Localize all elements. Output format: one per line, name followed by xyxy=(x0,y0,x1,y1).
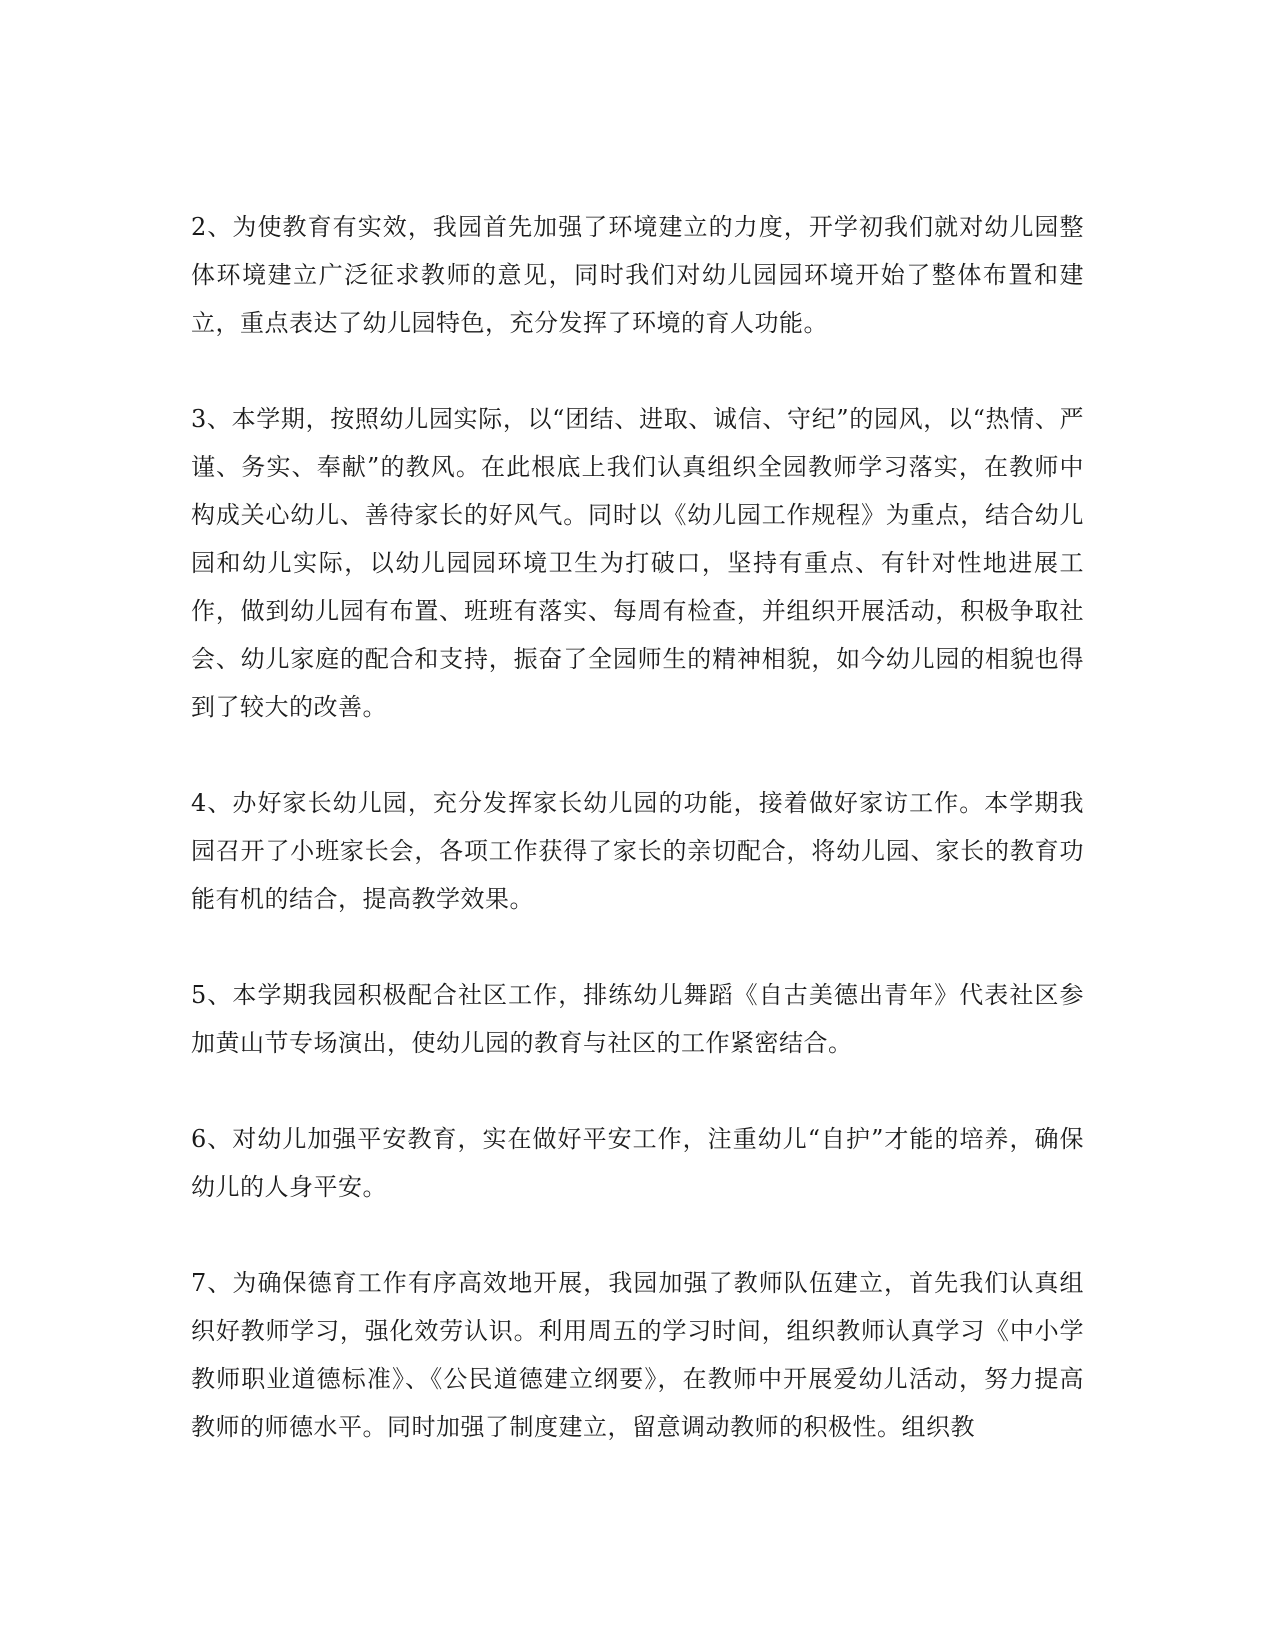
paragraph-item-3: 3、本学期，按照幼儿园实际，以“团结、进取、诚信、守纪”的园风，以“热情、严谨、务实、奉献”的教风。在此根底上我们认真组织全园教师学习落实，在教师中构成关心幼儿、善待家长的好风气。同时以《幼儿园工作规程》为重点，结合幼儿园和幼儿实际，以幼儿园园环境卫生为打破口，坚持有重点、有针对性地进展工作，做到幼儿园有布置、班班有落实、每周有检查，并组织开展活动，积极争取社会、幼儿家庭的配合和支持，振奋了全园师生的精神相貌，如今幼儿园的相貌也得到了较大的改善。 xyxy=(191,405,1084,721)
paragraph-item-5: 5、本学期我园积极配合社区工作，排练幼儿舞蹈《自古美德出青年》代表社区参加黄山节专场演出，使幼儿园的教育与社区的工作紧密结合。 xyxy=(191,981,1084,1057)
body-text xyxy=(191,203,1084,1499)
paragraph-item-2: 2、为使教育有实效，我园首先加强了环境建立的力度，开学初我们就对幼儿园整体环境建立广泛征求教师的意见，同时我们对幼儿园园环境开始了整体布置和建立，重点表达了幼儿园特色，充分发挥了环境的育人功能。 xyxy=(191,213,1084,337)
paragraph-item-6: 6、对幼儿加强平安教育，实在做好平安工作，注重幼儿“自护”才能的培养，确保幼儿的人身平安。 xyxy=(191,1125,1084,1201)
paragraph-item-4: 4、办好家长幼儿园，充分发挥家长幼儿园的功能，接着做好家访工作。本学期我园召开了小班家长会，各项工作获得了家长的亲切配合，将幼儿园、家长的教育功能有机的结合，提高教学效果。 xyxy=(191,789,1084,913)
paragraph-item-7: 7、为确保德育工作有序高效地开展，我园加强了教师队伍建立，首先我们认真组织好教师学习，强化效劳认识。利用周五的学习时间，组织教师认真学习《中小学教师职业道德标准》、《公民道德建立纲要》，在教师中开展爱幼儿活动，努力提高教师的师德水平。同时加强了制度建立，留意调动教师的积极性。组织教 xyxy=(191,1269,1084,1441)
